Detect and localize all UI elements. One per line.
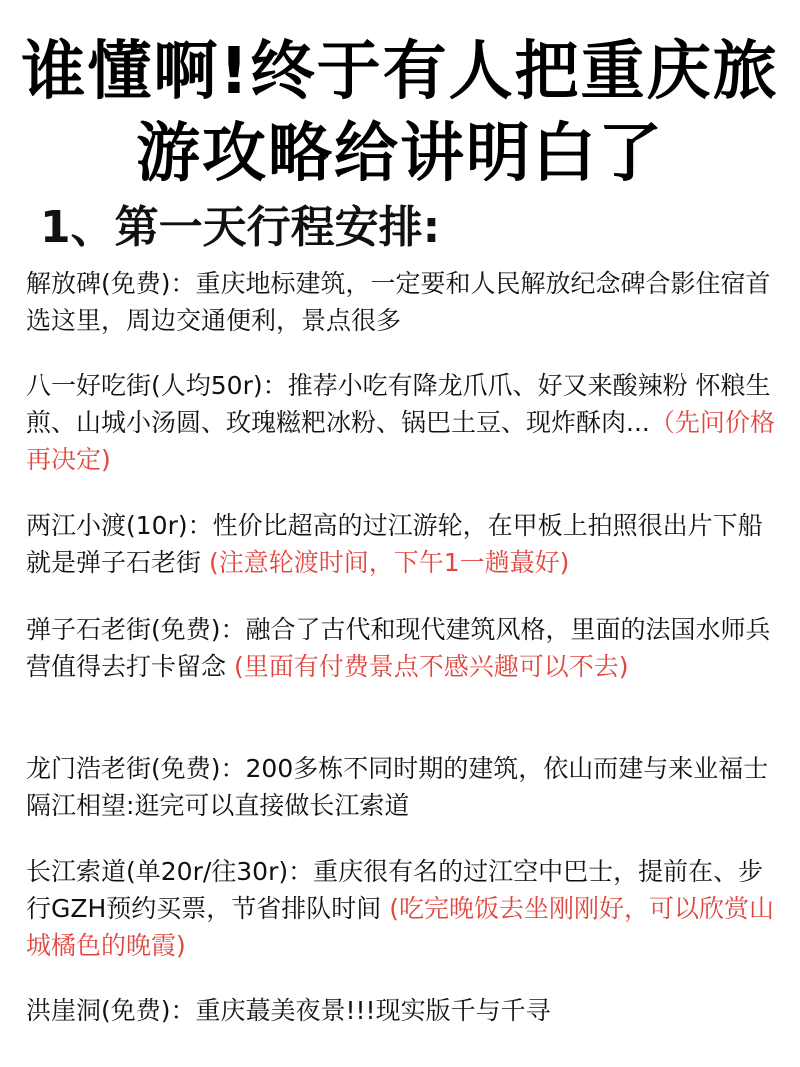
entry-note: (吃完晚饭去坐刚刚好，可以欣赏山城橘色的晚霞) — [26, 894, 775, 960]
page-title-line-1: 谁懂啊!终于有人把重庆旅 — [21, 35, 779, 109]
entry-text: 弹子石老街(免费)：融合了古代和现代建筑风格，里面的法国水师兵营值得去打卡留念 — [26, 615, 771, 681]
entry-text: 八一好吃街(人均50r)：推荐小吃有降龙爪爪、好又来酸辣粉 怀粮生煎、山城小汤圆、玫瑰糍粑冰粉、锅巴土豆、现炸酥肉... — [26, 371, 771, 437]
entry-bayi-food-street — [26, 367, 776, 478]
entry-text: 解放碑(免费)：重庆地标建筑，一定要和人民解放纪念碑合影住宿首选这里，周边交通便利，景点很多 — [26, 269, 771, 335]
entry-note: (里面有付费景点不感兴趣可以不去) — [233, 652, 629, 681]
entry-text: 两江小渡(10r)：性价比超高的过江游轮，在甲板上拍照很出片下船就是弹子石老街 — [26, 511, 763, 577]
entry-text: 洪崖洞(免费)：重庆蕞美夜景!!!现实版千与千寻 — [26, 996, 551, 1025]
entry-hongyadong — [26, 992, 776, 1029]
entry-jiefangbei — [26, 265, 776, 339]
entry-text: 龙门浩老街(免费)：200多栋不同时期的建筑，依山而建与来业福士隔江相望:逛完可以直接做长江索道 — [26, 754, 769, 820]
entry-danzishi-old-street — [26, 611, 776, 685]
entry-yangtze-cableway — [26, 853, 776, 964]
entry-longmenhao-old-street — [26, 750, 776, 824]
entry-note: （先问价格再决定) — [26, 408, 775, 474]
entry-text: 长江索道(单20r/往30r)：重庆很有名的过江空中巴士，提前在、步行GZH预约买票，节省排队时间 — [26, 857, 764, 923]
section-heading: 1、第一天行程安排: — [40, 202, 441, 253]
entry-liangjiang-ferry — [26, 507, 776, 581]
page-title-line-2: 游攻略给讲明白了 — [136, 117, 664, 191]
entry-note: (注意轮渡时间，下午1一趟蕞好) — [208, 548, 570, 577]
